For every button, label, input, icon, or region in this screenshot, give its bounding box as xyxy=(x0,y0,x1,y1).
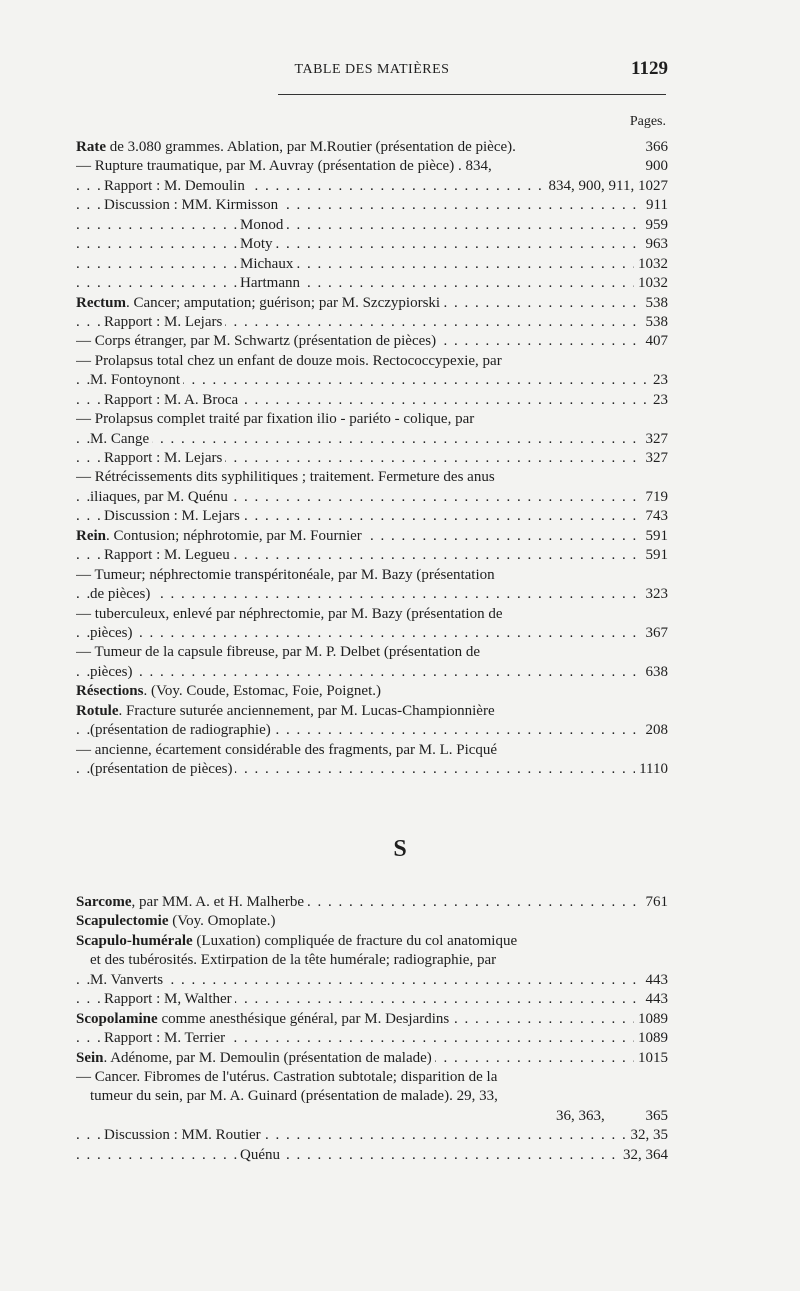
entry-body: de pièces) xyxy=(90,586,151,603)
entry-body: Michaux xyxy=(240,255,294,272)
entry-body: tumeur du sein, par M. A. Guinard (présentation de malade). 29, 33, xyxy=(90,1088,498,1105)
index-line xyxy=(76,391,668,410)
entry-text xyxy=(76,702,498,721)
entry-body: de 3.080 grammes. Ablation, par M.Routier (présentation de pièce). xyxy=(106,139,516,155)
entry-pages: 323 xyxy=(642,585,669,604)
entry-text xyxy=(76,157,495,176)
entry-text xyxy=(104,507,243,526)
entry-body: Discussion : M. Lejars xyxy=(104,508,240,525)
entry-pages: 208 xyxy=(642,721,669,740)
entry-text xyxy=(76,1068,500,1087)
entry-text xyxy=(76,294,443,313)
entry-body: Hartmann xyxy=(240,275,300,292)
index-line xyxy=(76,332,668,351)
entry-body: — tuberculeux, enlevé par néphrectomie, par M. Bazy (présentation de xyxy=(76,605,503,622)
entry-pages: 23 xyxy=(649,391,668,410)
index-line xyxy=(76,313,668,332)
entry-text xyxy=(104,391,241,410)
entry-body: — Rétrécissements dits syphilitiques ; traitement. Fermeture des anus xyxy=(76,469,495,486)
dot-leader xyxy=(76,274,668,293)
index-line xyxy=(76,741,668,760)
entry-pages: 1032 xyxy=(634,255,668,274)
entry-heading: Sein xyxy=(76,1049,104,1066)
entry-body: — ancienne, écartement considérable des fragments, par M. L. Picqué xyxy=(76,741,498,758)
index-line xyxy=(76,721,668,740)
index-line xyxy=(76,235,668,254)
entry-body: pièces) xyxy=(90,663,133,680)
entry-pages: 834, 900, 911, 1027 xyxy=(545,177,668,196)
entry-text xyxy=(90,488,231,507)
entry-body: Discussion : MM. Kirmisson xyxy=(104,197,279,214)
entry-text xyxy=(90,971,166,990)
index-line xyxy=(76,216,668,235)
entry-pages: 443 xyxy=(642,971,669,990)
index-line xyxy=(76,468,668,487)
entry-body: et des tubérosités. Extirpation de la tête humérale; radiographie, par xyxy=(90,952,497,969)
entry-pages: 327 xyxy=(642,430,669,449)
entry-pages: 32, 364 xyxy=(619,1146,668,1165)
dot-leader xyxy=(76,663,668,682)
index-line xyxy=(76,990,668,1009)
dot-leader xyxy=(76,624,668,643)
index-line xyxy=(76,760,668,779)
index-line xyxy=(76,274,668,293)
index-line xyxy=(76,682,668,701)
entry-text xyxy=(556,1107,608,1126)
entry-text xyxy=(76,893,307,912)
index-line xyxy=(76,1068,668,1087)
entry-body: comme anesthésique général, par M. Desjardins xyxy=(157,1010,450,1027)
entry-text xyxy=(90,430,152,449)
entry-heading: Scapulectomie xyxy=(76,913,169,930)
entry-body: M. Cange xyxy=(90,430,150,447)
index-line xyxy=(76,624,668,643)
index-line xyxy=(76,352,668,371)
index-line xyxy=(76,912,668,931)
entry-text xyxy=(104,546,233,565)
entry-body: — Corps étranger, par M. Schwartz (présentation de pièces) xyxy=(76,333,437,350)
index-line xyxy=(76,932,668,951)
index-line xyxy=(76,157,668,176)
entry-text xyxy=(76,566,498,585)
entry-text xyxy=(240,1146,283,1165)
index-line xyxy=(76,1087,668,1106)
index-line xyxy=(76,488,668,507)
dot-leader xyxy=(76,235,668,254)
entry-pages: 900 xyxy=(642,157,669,176)
header-rule xyxy=(278,94,666,95)
entry-text xyxy=(240,255,296,274)
entry-heading: Résections xyxy=(76,683,144,700)
entry-body: (présentation de pièces) xyxy=(90,761,233,777)
entry-body: Rapport : M, Walther xyxy=(104,991,232,1008)
dot-leader xyxy=(76,255,668,274)
entry-body: — Cancer. Fibromes de l'utérus. Castration subtotale; disparition de la xyxy=(76,1068,498,1085)
entry-text xyxy=(104,1029,228,1048)
dot-leader xyxy=(76,1146,668,1165)
index-line xyxy=(76,1049,668,1068)
entry-pages: 1032 xyxy=(634,274,668,293)
index-line xyxy=(76,566,668,585)
entry-text xyxy=(76,932,520,951)
entry-pages: 963 xyxy=(642,235,669,254)
index-line xyxy=(76,1126,668,1145)
section-letter: S xyxy=(393,836,407,862)
entry-pages: 1089 xyxy=(634,1010,668,1029)
entry-heading: Rate xyxy=(76,139,106,155)
entry-pages: 743 xyxy=(642,507,669,526)
entry-text xyxy=(90,1087,501,1106)
entry-text xyxy=(76,643,483,662)
entry-pages: 761 xyxy=(642,893,669,912)
entry-body: Rapport : M. Demoulin xyxy=(104,177,245,194)
running-header xyxy=(76,58,668,84)
entry-text xyxy=(76,527,365,546)
entry-text xyxy=(76,332,439,351)
entry-pages: 538 xyxy=(642,294,669,313)
index-line xyxy=(76,138,668,157)
entry-pages: 367 xyxy=(642,624,669,643)
entry-pages: 443 xyxy=(642,990,669,1009)
entry-body: Discussion : MM. Routier xyxy=(104,1127,261,1144)
entry-text xyxy=(240,216,286,235)
entry-body: , par MM. A. et H. Malherbe xyxy=(131,894,305,910)
entry-pages: 407 xyxy=(642,332,669,351)
index-line xyxy=(76,643,668,662)
entry-pages: 23 xyxy=(649,371,668,390)
entry-text xyxy=(76,138,519,157)
entry-body: Rapport : M. Terrier xyxy=(104,1030,226,1047)
entry-heading: Rotule xyxy=(76,702,119,719)
entry-text xyxy=(76,605,506,624)
index-line xyxy=(76,507,668,526)
entry-text xyxy=(90,624,135,643)
index-line xyxy=(76,371,668,390)
entry-body: . (Voy. Coude, Estomac, Foie, Poignet.) xyxy=(143,683,381,700)
entry-pages: 638 xyxy=(642,663,669,682)
entry-body: . Fracture suturée anciennement, par M. Lucas-Championnière xyxy=(118,702,495,719)
page-number: 1129 xyxy=(631,58,668,79)
entry-heading: Scapulo-humérale xyxy=(76,932,193,949)
header-title: TABLE DES MATIÈRES xyxy=(294,62,450,77)
entry-heading: Rectum xyxy=(76,294,126,311)
entry-text xyxy=(90,371,183,390)
entry-text xyxy=(76,1010,452,1029)
entry-body: — Prolapsus complet traité par fixation ilio - pariéto - colique, par xyxy=(76,411,475,428)
index-line xyxy=(76,1010,668,1029)
entry-body: Rapport : M. Legueu xyxy=(104,547,230,564)
index-line xyxy=(76,971,668,990)
entry-pages: 719 xyxy=(642,488,669,507)
entry-pages: 1015 xyxy=(634,1049,668,1068)
index-line xyxy=(76,1107,668,1126)
entry-text xyxy=(90,663,135,682)
entry-body: M. Fontoynont xyxy=(90,372,181,389)
index-line xyxy=(76,294,668,313)
entry-text xyxy=(104,196,281,215)
entry-pages: 365 xyxy=(642,1107,669,1126)
entry-text xyxy=(104,177,248,196)
entry-text xyxy=(240,235,276,254)
entry-body: Rapport : M. A. Broca xyxy=(104,391,239,408)
index-entries-s xyxy=(76,893,668,1165)
index-line xyxy=(76,546,668,565)
entry-body: (Voy. Omoplate.) xyxy=(168,913,276,930)
entry-text xyxy=(240,274,303,293)
entry-pages: 327 xyxy=(642,449,669,468)
index-line xyxy=(76,702,668,721)
entry-body: M. Vanverts xyxy=(90,971,164,988)
entry-heading: Rein xyxy=(76,527,106,544)
index-line xyxy=(76,255,668,274)
entry-body: . Adénome, par M. Demoulin (présentation de malade) xyxy=(103,1049,432,1066)
entry-body: Monod xyxy=(240,216,284,233)
index-line xyxy=(76,410,668,429)
entry-text xyxy=(76,912,279,931)
entry-text xyxy=(76,741,500,760)
entry-body: iliaques, par M. Quénu xyxy=(90,488,228,505)
entry-text xyxy=(90,760,235,779)
entry-text xyxy=(76,1049,435,1068)
index-line xyxy=(76,663,668,682)
entry-pages: 1110 xyxy=(635,760,668,779)
entry-pages: 911 xyxy=(642,196,668,215)
entry-body: — Tumeur; néphrectomie transpéritonéale, par M. Bazy (présentation xyxy=(76,566,495,583)
entry-text xyxy=(104,1126,264,1145)
dot-leader xyxy=(76,430,668,449)
entry-text xyxy=(76,682,384,701)
entry-text xyxy=(90,721,274,740)
index-line xyxy=(76,1146,668,1165)
entry-pages: 591 xyxy=(642,527,669,546)
dot-leader xyxy=(76,216,668,235)
entry-text xyxy=(76,410,477,429)
entry-body: Quénu xyxy=(240,1146,280,1163)
index-line xyxy=(76,177,668,196)
entry-body: — Prolapsus total chez un enfant de douze mois. Rectococcypexie, par xyxy=(76,352,502,369)
entry-body: (présentation de radiographie) xyxy=(90,722,271,739)
index-line xyxy=(76,605,668,624)
index-line xyxy=(76,585,668,604)
index-line xyxy=(76,527,668,546)
index-line xyxy=(76,196,668,215)
entry-text xyxy=(76,468,498,487)
entry-text xyxy=(104,313,225,332)
entry-pages: 366 xyxy=(642,138,669,157)
entry-pages: 1089 xyxy=(634,1029,668,1048)
index-entries-r xyxy=(76,138,668,779)
entry-body: — Tumeur de la capsule fibreuse, par M. P. Delbet (présentation de xyxy=(76,644,481,661)
entry-text xyxy=(104,990,235,1009)
pages-column-label: Pages. xyxy=(629,114,666,129)
entry-heading: Scopolamine xyxy=(76,1010,158,1027)
entry-pages: 959 xyxy=(642,216,669,235)
entry-body: (Luxation) compliquée de fracture du col anatomique xyxy=(192,932,518,949)
index-line xyxy=(76,951,668,970)
dot-leader xyxy=(76,585,668,604)
entry-body: Rapport : M. Lejars xyxy=(104,313,223,330)
index-line xyxy=(76,893,668,912)
entry-body: 36, 363, xyxy=(556,1107,605,1124)
entry-body: Rapport : M. Lejars xyxy=(104,450,223,466)
entry-text xyxy=(90,585,153,604)
index-line xyxy=(76,1029,668,1048)
entry-pages: 32, 35 xyxy=(627,1126,669,1145)
entry-heading: Sarcome xyxy=(76,894,132,910)
entry-body: . Contusion; néphrotomie, par M. Fournier xyxy=(106,527,362,544)
entry-pages: 538 xyxy=(642,313,669,332)
entry-text xyxy=(104,449,225,468)
index-line xyxy=(76,430,668,449)
entry-body: — Rupture traumatique, par M. Auvray (présentation de pièce) . 834, xyxy=(76,158,492,175)
index-line xyxy=(76,449,668,468)
entry-pages: 591 xyxy=(642,546,669,565)
entry-body: pièces) xyxy=(90,624,133,641)
entry-text xyxy=(90,951,499,970)
entry-text xyxy=(76,352,505,371)
entry-body: . Cancer; amputation; guérison; par M. Szczypiorski xyxy=(125,294,441,311)
entry-body: Moty xyxy=(240,236,273,253)
